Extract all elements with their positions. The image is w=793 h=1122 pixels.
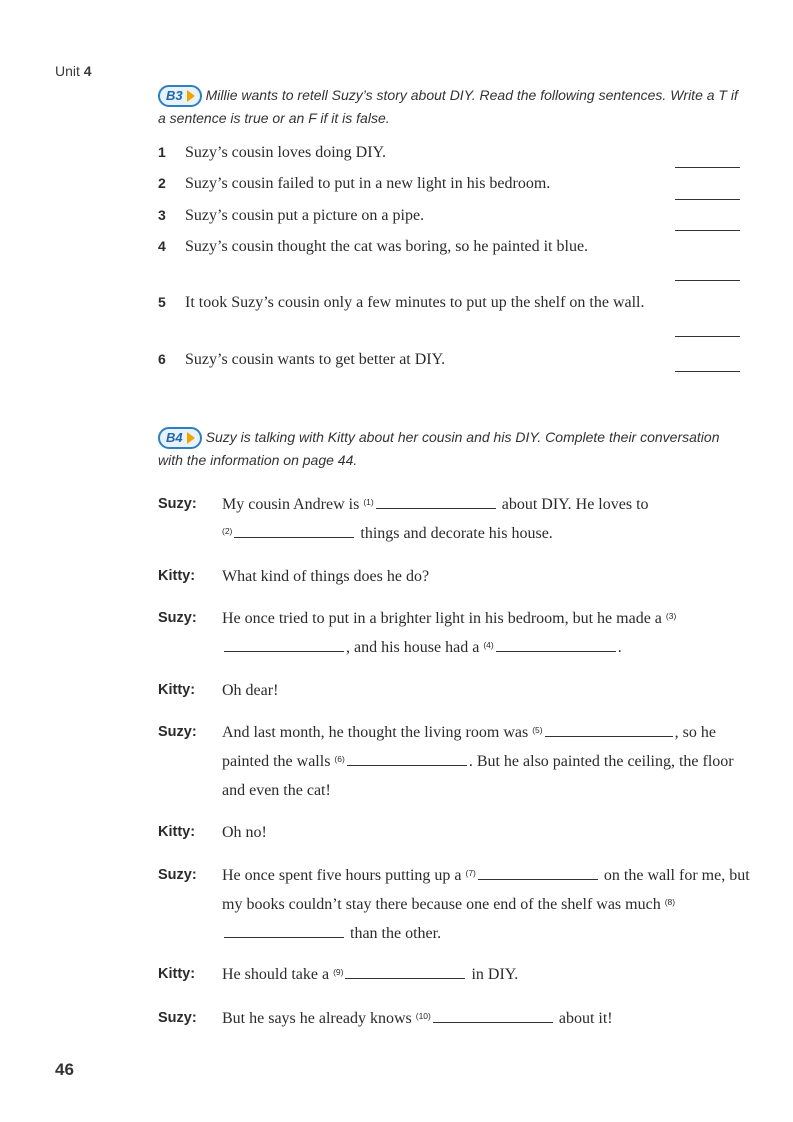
fill-blank[interactable] bbox=[224, 650, 344, 652]
fill-blank[interactable] bbox=[345, 977, 465, 979]
blank-ref-number: (3) bbox=[665, 611, 677, 621]
answer-blank[interactable] bbox=[675, 335, 740, 337]
dialog-text: . bbox=[617, 639, 622, 656]
unit-label bbox=[55, 63, 92, 79]
answer-blank[interactable] bbox=[675, 370, 740, 372]
speaker-name: Suzy: bbox=[158, 724, 197, 740]
dialog-text: about DIY. He loves to bbox=[501, 496, 649, 513]
blank-ref-number: (7) bbox=[465, 868, 476, 878]
play-arrow-icon bbox=[187, 432, 195, 444]
dialog-text: And last month, he thought the living room was bbox=[222, 724, 529, 741]
speaker-name: Suzy: bbox=[158, 610, 197, 626]
dialog-text: Oh dear! bbox=[222, 682, 279, 699]
dialog-line bbox=[222, 676, 758, 705]
question-text: Suzy’s cousin failed to put in a new light in his bedroom. bbox=[185, 175, 551, 192]
dialog-text: on the wall for me, but my books couldn’t stay there because one end of the shelf was much bbox=[222, 867, 750, 913]
question-number: 4 bbox=[158, 238, 166, 254]
question-text: It took Suzy’s cousin only a few minutes to put up the shelf on the wall. bbox=[185, 294, 645, 311]
fill-blank[interactable] bbox=[478, 878, 598, 880]
b3-instruction-block bbox=[158, 84, 738, 129]
page-number: 46 bbox=[55, 1060, 74, 1079]
b4-badge bbox=[158, 427, 202, 449]
speaker-name: Kitty: bbox=[158, 568, 196, 584]
dialog-line bbox=[222, 818, 758, 847]
dialog-text: . But he also painted the ceiling, the floor and even the cat! bbox=[222, 753, 734, 799]
question-number: 5 bbox=[158, 294, 166, 310]
speaker-name: Suzy: bbox=[158, 867, 197, 883]
speaker-name: Kitty: bbox=[158, 966, 196, 982]
answer-blank[interactable] bbox=[675, 229, 740, 231]
blank-ref-number: (9) bbox=[333, 967, 344, 977]
dialog-line bbox=[222, 960, 758, 989]
dialog-text: He should take a bbox=[222, 966, 330, 983]
blank-ref-number: (4) bbox=[483, 640, 494, 650]
question-number: 6 bbox=[158, 351, 166, 367]
play-arrow-icon bbox=[187, 90, 195, 102]
fill-blank[interactable] bbox=[234, 536, 354, 538]
blank-ref-number: (5) bbox=[532, 725, 543, 735]
dialog-turn bbox=[158, 1004, 758, 1033]
dialog-turn bbox=[158, 718, 758, 805]
b4-instruction: Suzy is talking with Kitty about her cousin and his DIY. Complete their conversation with the information on page 44. bbox=[158, 429, 720, 469]
fill-blank[interactable] bbox=[224, 936, 344, 938]
dialog-text: My cousin Andrew is bbox=[222, 496, 360, 513]
dialog-text: , so he painted the walls bbox=[222, 724, 716, 770]
dialog-text: He once spent five hours putting up a bbox=[222, 867, 462, 884]
b3-badge bbox=[158, 85, 202, 107]
question-text: Suzy’s cousin loves doing DIY. bbox=[185, 144, 387, 161]
fill-blank[interactable] bbox=[376, 507, 496, 509]
dialog-line bbox=[222, 861, 758, 948]
dialog-turn bbox=[158, 562, 758, 591]
dialog-turn bbox=[158, 960, 758, 989]
unit-word: Unit bbox=[55, 63, 80, 79]
dialog-turn bbox=[158, 490, 758, 548]
dialog-text: than the other. bbox=[350, 925, 442, 942]
question-number: 1 bbox=[158, 144, 166, 160]
speaker-name: Suzy: bbox=[158, 496, 197, 512]
question-item bbox=[158, 140, 740, 171]
dialog-line bbox=[222, 718, 758, 805]
fill-blank[interactable] bbox=[433, 1021, 553, 1023]
answer-blank[interactable] bbox=[675, 279, 740, 281]
question-text: Suzy’s cousin put a picture on a pipe. bbox=[185, 207, 425, 224]
dialog-text: about it! bbox=[558, 1010, 613, 1027]
question-item bbox=[158, 203, 740, 234]
dialog-text: in DIY. bbox=[471, 966, 519, 983]
speaker-name: Suzy: bbox=[158, 1010, 197, 1026]
blank-ref-number: (8) bbox=[664, 897, 676, 907]
question-number: 2 bbox=[158, 175, 166, 191]
blank-ref-number: (2) bbox=[222, 526, 233, 536]
dialog-text: Oh no! bbox=[222, 824, 267, 841]
dialog-turn bbox=[158, 604, 758, 662]
dialog-text: But he says he already knows bbox=[222, 1010, 412, 1027]
dialog-turn bbox=[158, 676, 758, 705]
blank-ref-number: (6) bbox=[334, 754, 345, 764]
blank-ref-number: (1) bbox=[363, 497, 374, 507]
b4-badge-label: B4 bbox=[166, 430, 183, 446]
question-item bbox=[158, 347, 740, 375]
dialog-line bbox=[222, 604, 758, 662]
b4-instruction-block bbox=[158, 426, 738, 471]
dialog-line bbox=[222, 562, 758, 591]
question-item bbox=[158, 171, 740, 203]
dialog-text: He once tried to put in a brighter light in his bedroom, but he made a bbox=[222, 610, 662, 627]
answer-blank[interactable] bbox=[675, 198, 740, 200]
answer-blank[interactable] bbox=[675, 166, 740, 168]
dialog-turn bbox=[158, 818, 758, 847]
fill-blank[interactable] bbox=[347, 764, 467, 766]
dialog-line bbox=[222, 490, 758, 548]
question-text: Suzy’s cousin thought the cat was boring, so he painted it blue. bbox=[185, 238, 589, 255]
speaker-name: Kitty: bbox=[158, 682, 196, 698]
dialog-line bbox=[222, 1004, 758, 1033]
b3-question-list bbox=[158, 140, 740, 375]
fill-blank[interactable] bbox=[545, 735, 673, 737]
question-item bbox=[158, 290, 740, 347]
question-item bbox=[158, 234, 740, 290]
speaker-name: Kitty: bbox=[158, 824, 196, 840]
blank-ref-number: (10) bbox=[415, 1011, 431, 1021]
dialog-text: , and his house had a bbox=[346, 639, 480, 656]
unit-number: 4 bbox=[83, 63, 92, 79]
dialog-text: things and decorate his house. bbox=[360, 525, 553, 542]
question-number: 3 bbox=[158, 207, 166, 223]
fill-blank[interactable] bbox=[496, 650, 616, 652]
question-text: Suzy’s cousin wants to get better at DIY. bbox=[185, 351, 446, 368]
dialog-turn bbox=[158, 861, 758, 948]
b3-instruction: Millie wants to retell Suzy’s story about DIY. Read the following sentences. Write a T if a sentence is true or an F if it is false. bbox=[158, 87, 738, 127]
dialog-text: What kind of things does he do? bbox=[222, 568, 430, 585]
b3-badge-label: B3 bbox=[166, 88, 183, 104]
